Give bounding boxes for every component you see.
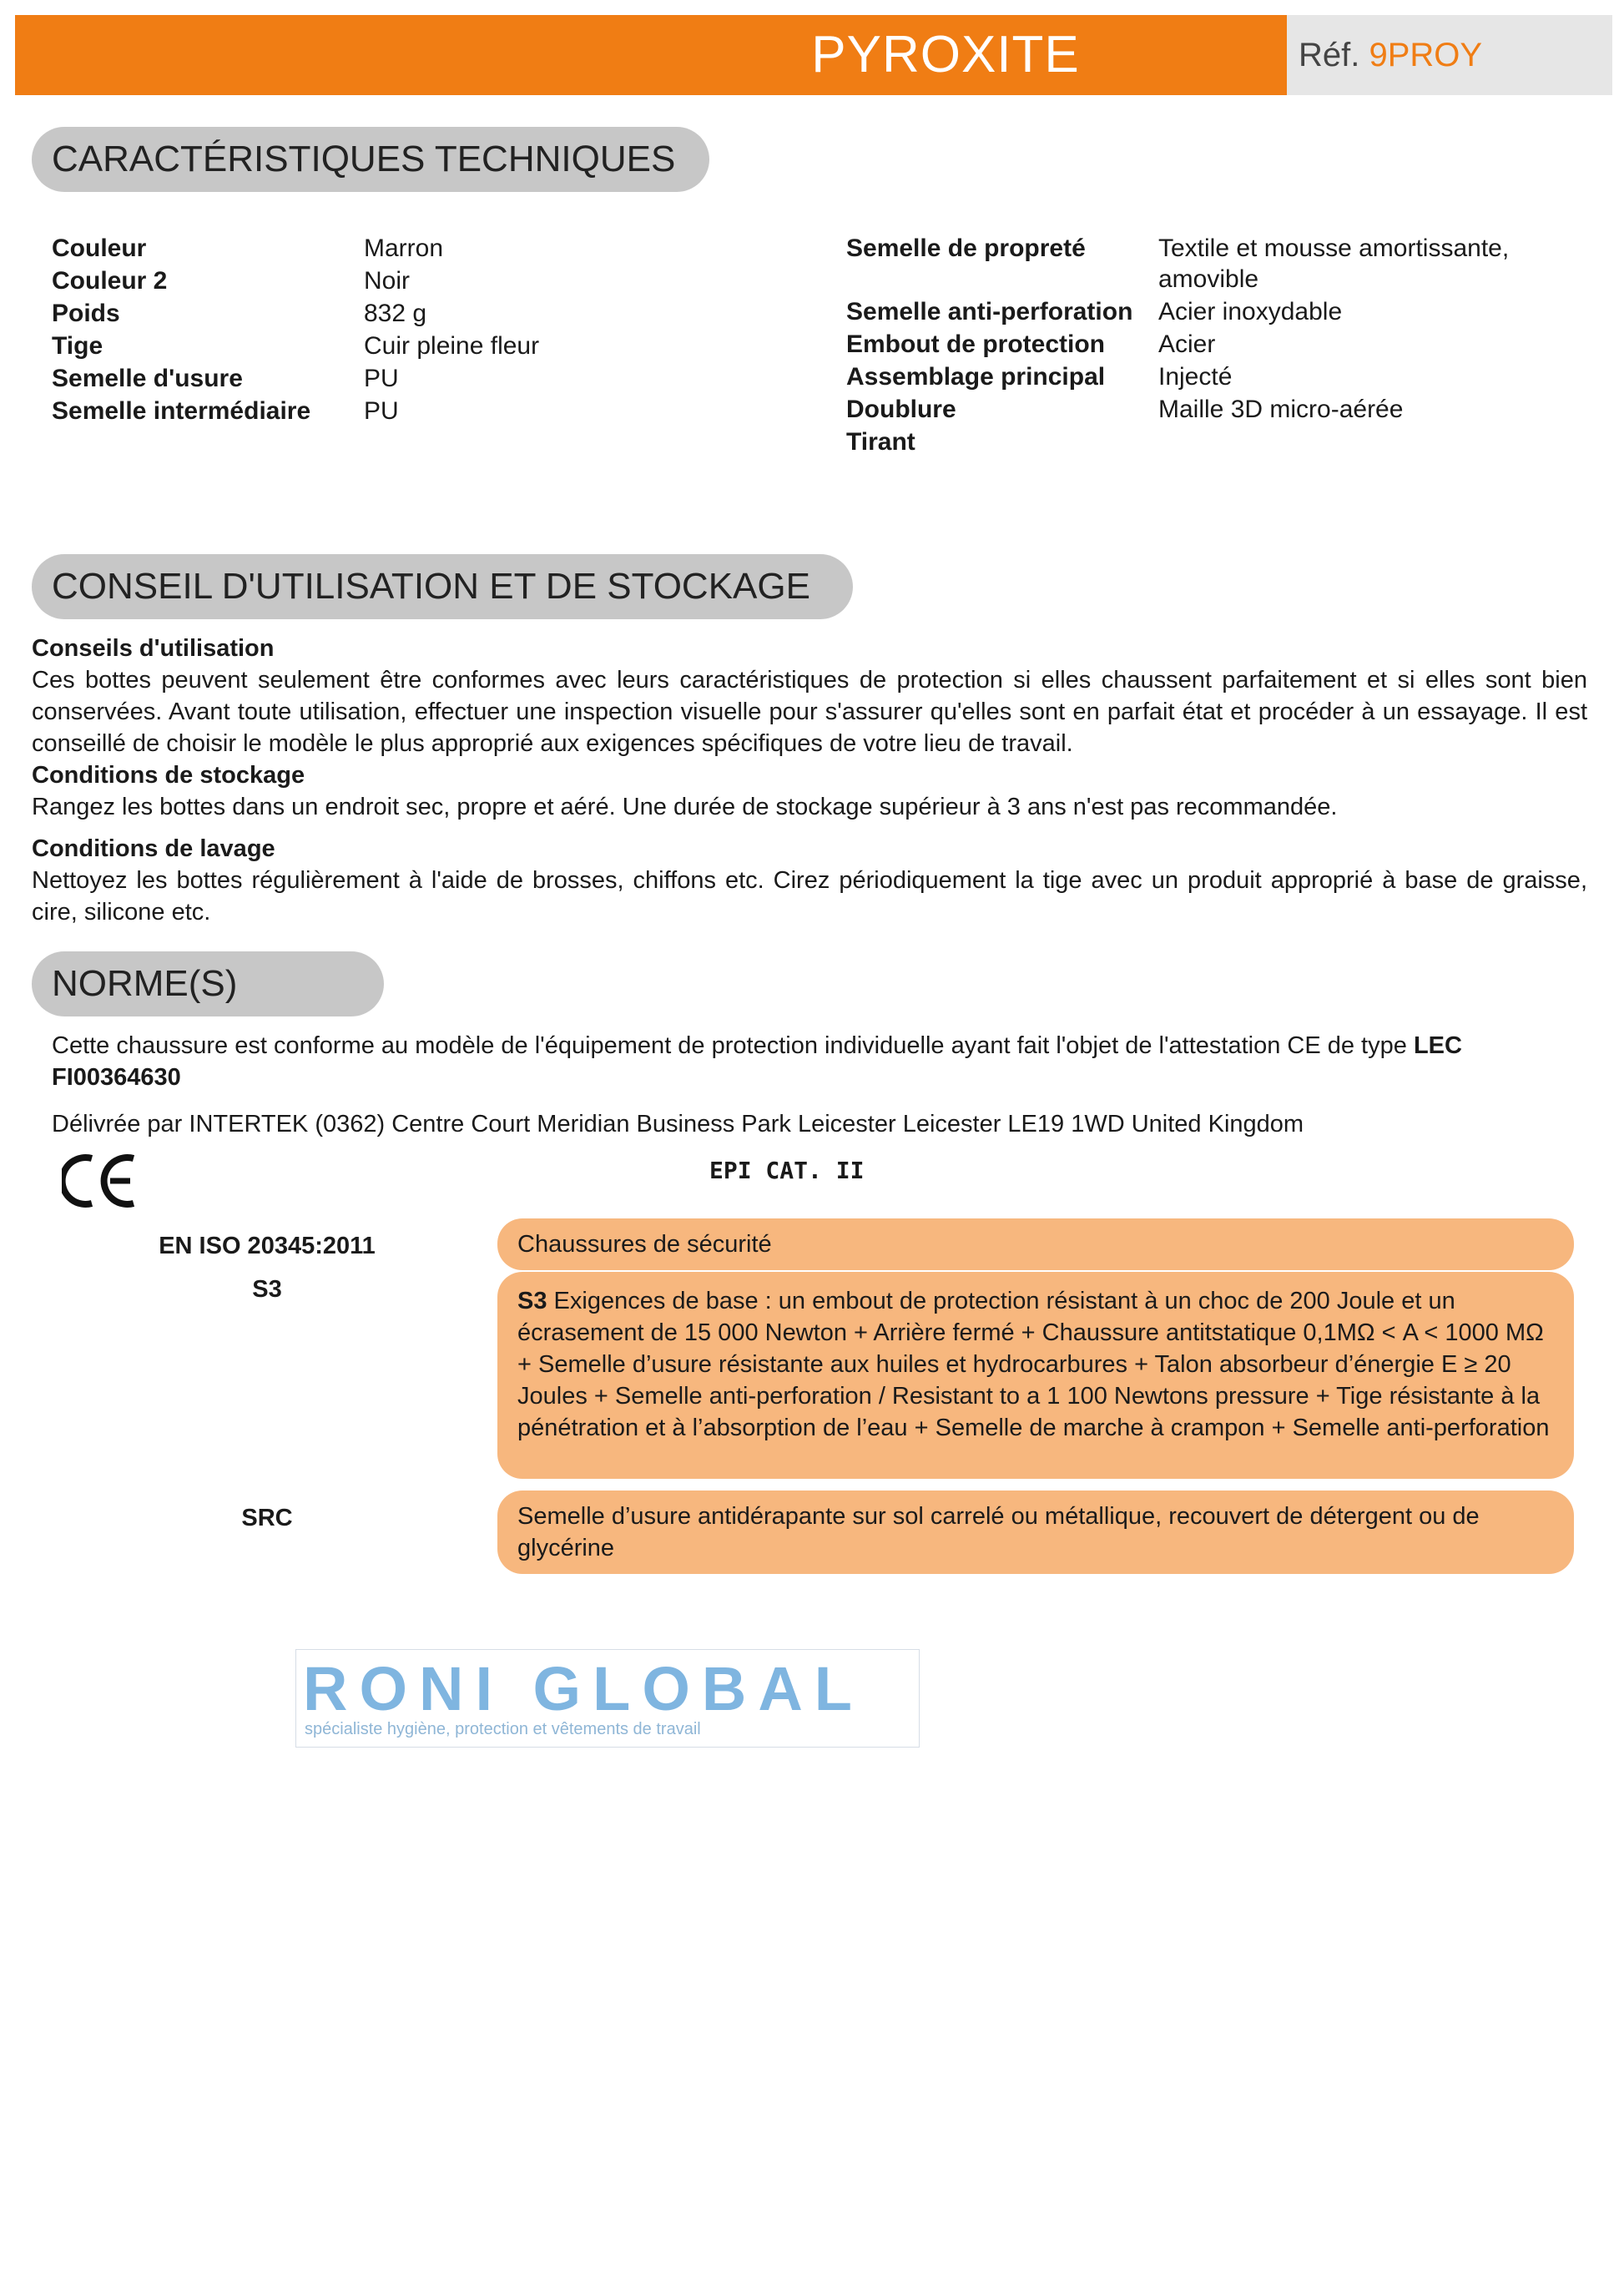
spec-value: PU	[364, 365, 399, 392]
spec-value: Marron	[364, 235, 444, 262]
standard-label: EN ISO 20345:2011	[159, 1233, 376, 1259]
spec-value: 832 g	[364, 300, 427, 327]
company-logo	[295, 1649, 920, 1748]
reference-label: Réf.	[1299, 37, 1360, 73]
washing-title: Conditions de lavage	[32, 835, 275, 862]
epi-category: EPI CAT. II	[709, 1157, 865, 1184]
spec-value: Acier	[1158, 330, 1216, 358]
spec-value: PU	[364, 397, 399, 425]
standard-description-box	[497, 1218, 1574, 1270]
spec-label: Tirant	[846, 428, 915, 456]
usage-advice-text: Ces bottes peuvent seulement être conformes avec leurs caractéristiques de protection si elles chaussent parfaitement et si elles sont bien conservées. Avant toute utilisation, effectuer une inspection visuelle pour s'assurer qu'elles sont en parfait état et procéder à un essayage. Il est conseillé de choisir le modèle le plus approprié aux exigences spécifiques de votre lieu de travail.	[32, 667, 1587, 757]
spec-label: Doublure	[846, 396, 956, 423]
spec-label: Semelle anti-perforation	[846, 298, 1133, 325]
spec-value: Noir	[364, 267, 411, 295]
ce-mark	[62, 1152, 142, 1210]
spec-value: Acier inoxydable	[1158, 298, 1343, 325]
issued-by-text: Délivrée par INTERTEK (0362) Centre Court Meridian Business Park Leicester Leicester LE19 1WD United Kingdom	[52, 1111, 1304, 1137]
section-heading-specs: CARACTÉRISTIQUES TECHNIQUES	[32, 127, 709, 192]
product-title: PYROXITE	[811, 26, 1080, 83]
section-heading-usage: CONSEIL D'UTILISATION ET DE STOCKAGE	[32, 554, 853, 619]
standard-description: Chaussures de sécurité	[517, 1231, 772, 1258]
reference-box	[1287, 15, 1612, 95]
spec-value: Injecté	[1158, 363, 1233, 391]
spec-label: Semelle de propreté	[846, 235, 1086, 262]
spec-label: Assemblage principal	[846, 363, 1106, 391]
conformity-text: Cette chaussure est conforme au modèle de l'équipement de protection individuelle ayant fait l'objet de l'attestation CE de type	[52, 1032, 1407, 1059]
spec-label: Poids	[52, 300, 120, 327]
spec-value: Textile et mousse amortissante,	[1158, 235, 1510, 262]
usage-advice-title: Conseils d'utilisation	[32, 635, 275, 662]
spec-value-continued: amovible	[1158, 265, 1259, 293]
conformity-statement	[52, 1030, 1587, 1093]
s3-description: Exigences de base : un embout de protection résistant à un choc de 200 Joule et un écrasement de 15 000 Newton + Arrière fermé + Chaussure antitstatique 0,1MΩ < A < 1000 MΩ + Semelle d’usure résistante aux huiles et hydrocarbures + Talon absorbeur d’énergie E ≥ 20 Joules + Semelle anti-perforation / Resistant to a 1 100 Newtons pressure + Tige résistante à la pénétration et à l’absorption de l’eau + Semelle de marche à crampon + Semelle anti-perforation	[517, 1288, 1550, 1441]
spec-label: Embout de protection	[846, 330, 1105, 358]
spec-label: Couleur	[52, 235, 147, 262]
storage-text: Rangez les bottes dans un endroit sec, propre et aéré. Une durée de stockage supérieur à 3 ans n'est pas recommandée.	[32, 794, 1338, 820]
spec-label: Couleur 2	[52, 267, 168, 295]
ce-mark-icon	[62, 1152, 142, 1210]
company-logo-tagline: spécialiste hygiène, protection et vêtements de travail	[305, 1720, 701, 1738]
attestation-code: LEC FI00364630	[52, 1032, 1462, 1091]
s3-label: S3	[252, 1276, 282, 1303]
s3-code: S3	[517, 1288, 547, 1314]
washing-text: Nettoyez les bottes régulièrement à l'aide de brosses, chiffons etc. Cirez périodiquement la tige avec un produit approprié à base de graisse, cire, silicone etc.	[32, 867, 1587, 926]
spec-value: Maille 3D micro-aérée	[1158, 396, 1404, 423]
src-label: SRC	[241, 1505, 293, 1531]
storage-title: Conditions de stockage	[32, 762, 305, 789]
spec-label: Semelle d'usure	[52, 365, 243, 392]
spec-label: Tige	[52, 332, 103, 360]
company-logo-name: RONI GLOBAL	[303, 1654, 864, 1723]
src-description-box	[497, 1491, 1574, 1574]
spec-value: Cuir pleine fleur	[364, 332, 540, 360]
section-heading-norms: NORME(S)	[32, 951, 384, 1016]
spec-label: Semelle intermédiaire	[52, 397, 311, 425]
reference-code: 9PROY	[1369, 37, 1483, 73]
src-description: Semelle d’usure antidérapante sur sol carrelé ou métallique, recouvert de détergent ou de glycérine	[517, 1503, 1480, 1561]
s3-description-box	[497, 1272, 1574, 1479]
